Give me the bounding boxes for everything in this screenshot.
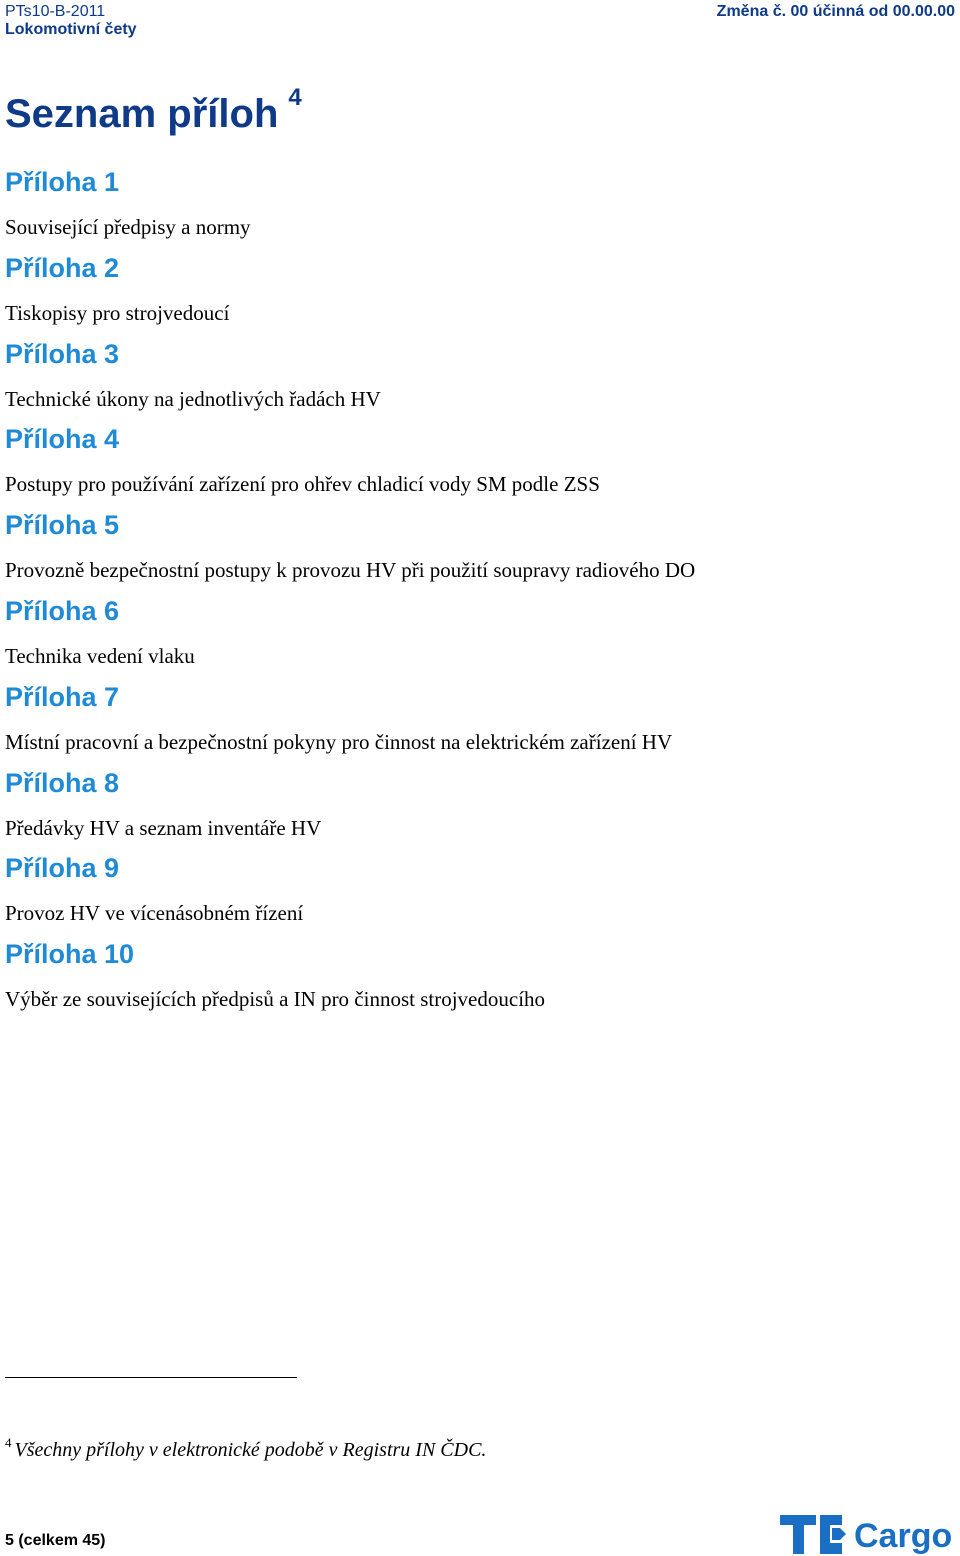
attachment-description: Související předpisy a normy xyxy=(5,215,251,239)
attachment-description: Technické úkony na jednotlivých řadách HV xyxy=(5,386,381,411)
attachment-description: Tiskopisy pro strojvedoucí xyxy=(5,300,230,325)
attachment-entry-10 xyxy=(5,938,945,1024)
attachment-heading: Příloha 6 xyxy=(5,595,120,626)
attachment-description: Technika vedení vlaku xyxy=(5,643,195,668)
page-number: 5 (celkem 45) xyxy=(5,1532,106,1549)
page-title xyxy=(5,83,302,138)
attachment-heading: Příloha 9 xyxy=(5,853,120,884)
title-footnote-ref[interactable]: 4 xyxy=(288,83,302,111)
attachment-description: Postupy pro používání zařízení pro ohřev chladicí vody SM podle ZSS xyxy=(5,472,600,497)
document-header-left xyxy=(5,3,137,39)
cd-cargo-logo xyxy=(780,1512,956,1556)
cd-logo-mark-icon xyxy=(780,1515,846,1554)
logo-wordmark: Cargo xyxy=(854,1517,953,1555)
attachment-heading: Příloha 4 xyxy=(5,424,120,455)
attachment-description: Provoz HV ve vícenásobném řízení xyxy=(5,901,304,926)
attachment-heading: Příloha 1 xyxy=(5,167,120,197)
attachment-heading: Příloha 5 xyxy=(5,510,120,541)
change-note: Změna č. 00 účinná od 00.00.00 xyxy=(716,3,955,20)
attachment-list xyxy=(5,166,945,1024)
attachment-entry-2 xyxy=(5,252,945,338)
attachment-entry-5 xyxy=(5,509,945,595)
document-subtitle: Lokomotivní čety xyxy=(5,21,137,38)
document-header-right xyxy=(717,3,955,21)
attachment-description: Výběr ze souvisejících předpisů a IN pro činnost strojvedoucího xyxy=(5,987,546,1012)
footnote-text: Všechny přílohy v elektronické podobě v Registru IN ČDC. xyxy=(14,1439,487,1461)
footnote xyxy=(5,1437,486,1465)
attachment-entry-8 xyxy=(5,767,945,853)
footnote-mark: 4 xyxy=(5,1435,12,1450)
attachment-entry-6 xyxy=(5,595,945,681)
attachment-heading: Příloha 3 xyxy=(5,338,120,369)
attachment-entry-7 xyxy=(5,681,945,767)
attachment-entry-1 xyxy=(5,166,945,252)
page-title-text: Seznam příloh xyxy=(5,92,279,136)
attachment-entry-4 xyxy=(5,423,945,509)
attachment-heading: Příloha 8 xyxy=(5,767,120,798)
footnote-separator xyxy=(5,1377,297,1378)
attachment-description: Provozně bezpečnostní postupy k provozu HV při použití soupravy radiového DO xyxy=(5,558,696,583)
attachment-heading: Příloha 10 xyxy=(5,939,135,970)
document-code: PTs10-B-2011 xyxy=(5,3,106,20)
attachment-heading: Příloha 2 xyxy=(5,252,120,283)
attachment-heading: Příloha 7 xyxy=(5,681,120,712)
attachment-description: Místní pracovní a bezpečnostní pokyny pro činnost na elektrickém zařízení HV xyxy=(5,729,673,754)
attachment-entry-9 xyxy=(5,852,945,938)
attachment-entry-3 xyxy=(5,338,945,424)
attachment-description: Předávky HV a seznam inventáře HV xyxy=(5,815,322,840)
